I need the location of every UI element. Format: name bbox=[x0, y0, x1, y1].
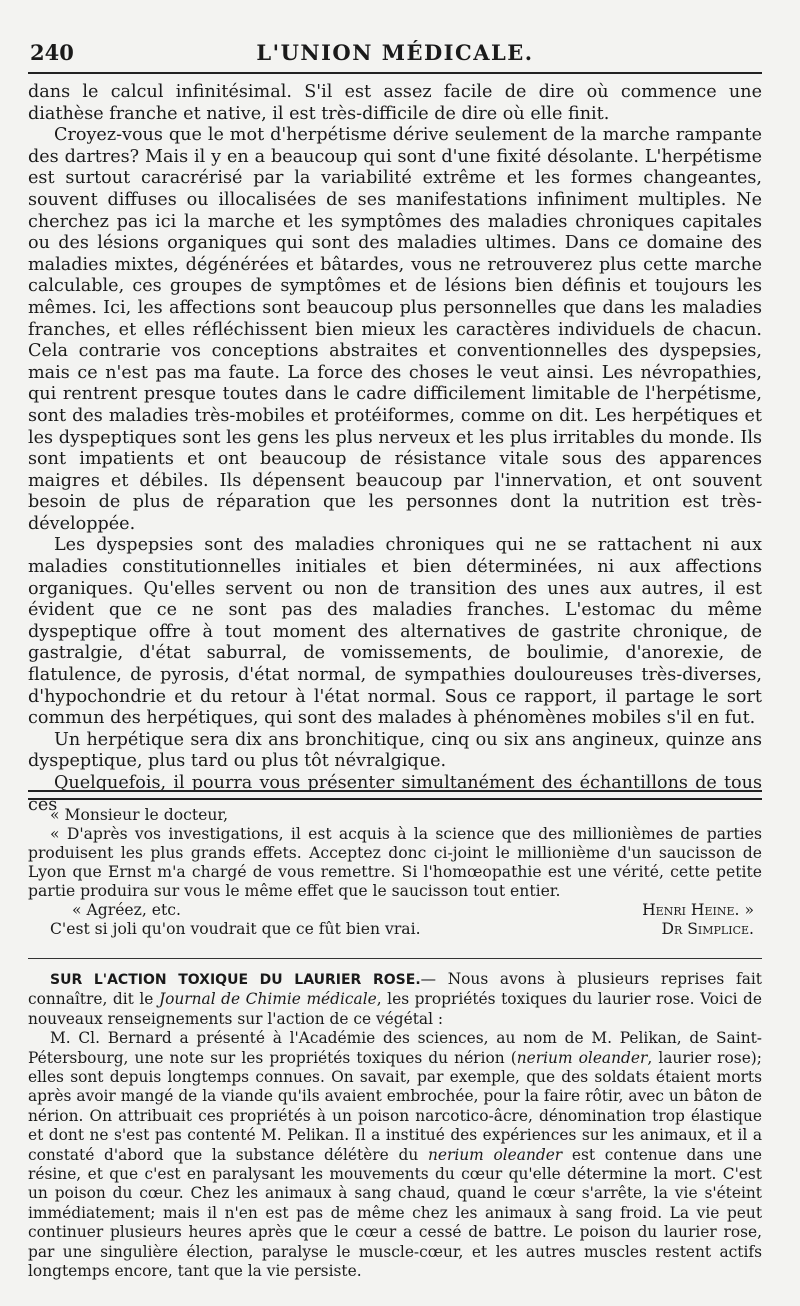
article-title: SUR L'ACTION TOXIQUE DU LAURIER ROSE. bbox=[50, 972, 421, 988]
article-body-pre: M. Cl. Bernard a présenté à l'Académie des sciences, au nom de M. Pelikan, de Saint-Pétersbourg, une note sur les propriétés toxiques du nérion ( bbox=[28, 1029, 762, 1067]
letter-salutation: « Monsieur le docteur, bbox=[50, 806, 229, 824]
paragraph-dyspepsies: Les dyspepsies sont des maladies chroniques qui ne se rattachent ni aux maladies constitutionnelles initiales et bien déterminées, ni aux affections organiques. Qu'elles servent ou non de transition des unes aux autres, il est évident que ce ne sont pas des maladies franches. L'estomac du même dyspeptique offre à tout moment des alternatives de gastrite chronique, de gastralgie, d'état saburral, de vomissements, de boulimie, d'anorexie, de flatulence, de pyrosis, d'état normal, de sympathies douloureuses très-diverses, d'hypochondrie et du retour à l'état normal. Sous ce rapport, il partage le sort commun des herpétiques, qui sont des malades à phénomènes mobiles s'il en fut. bbox=[28, 535, 762, 729]
article-intro bbox=[28, 970, 762, 1029]
letter-author: Henri Heine. » bbox=[642, 901, 754, 919]
main-text bbox=[28, 82, 762, 816]
letter-closing-row bbox=[28, 901, 762, 920]
page-header bbox=[28, 36, 762, 66]
article-body bbox=[28, 1029, 762, 1281]
section-double-rule bbox=[28, 790, 762, 800]
latin-name: nerium oleander bbox=[516, 1048, 648, 1067]
latin-name-2: nerium oleander bbox=[427, 1145, 563, 1164]
letter-closing: « Agréez, etc. bbox=[72, 901, 181, 919]
article-body-post: est contenue dans une résine, et que c'est en paralysant les mouvements du cœur qu'elle détermine la mort. C'est un poison du cœur. Chez les animaux à sang chaud, quand le cœur s'arrête, la vie s'éteint immédiatement; mais il n'en est pas de même chez les animaux à sang froid. La vie peut continuer plusieurs heures après que le cœur a cessé de battre. Le poison du laurier rose, par une singulière élection, paralyse le muscle-cœur, et les autres muscles restent actifs longtemps encore, tant que la vie persiste. bbox=[28, 1145, 762, 1281]
article-intro-pre: — Nous avons à plusieurs reprises fait connaître, dit le bbox=[28, 970, 762, 1009]
article-intro-post: , les propriétés toxiques du laurier rose. Voici de nouveaux renseignements sur l'action de ce végétal : bbox=[28, 990, 762, 1028]
laurier-rose-article bbox=[28, 970, 762, 1282]
journal-name: Journal de Chimie médicale bbox=[158, 990, 377, 1009]
article-rule bbox=[28, 958, 762, 959]
heine-letter bbox=[28, 806, 762, 939]
remark-author: Dr Simplice. bbox=[661, 920, 754, 938]
article-body-mid: , laurier rose); elles sont depuis longtemps connues. On savait, par exemple, que des soldats étaient morts après avoir mangé de la viande qu'ils avaient embrochée, pour la faire rôtir, avec un bâton de nérion. On attribuait ces propriétés à un poison narcotico-âcre, dénomination trop élastique et dont ne s'est pas contenté M. Pelikan. Il a institué des expériences sur les animaux, et il a constaté d'abord que la substance délétère du bbox=[28, 1048, 762, 1164]
paragraph-continuation: dans le calcul infinitésimal. S'il est assez facile de dire où commence une diathèse franche et native, il est très-difficile de dire où elle finit. bbox=[28, 82, 762, 124]
paragraph-herpetique: Un herpétique sera dix ans bronchitique, cinq ou six ans angineux, quinze ans dyspeptique, plus tard ou plus tôt névralgique. bbox=[28, 729, 762, 772]
letter-body: « D'après vos investigations, il est acquis à la science que des millionièmes de parties produisent les plus grands effets. Acceptez donc ci-joint le millionième d'un saucisson de Lyon que Ernst m'a chargé de vous remettre. Si l'homœopathie est une vérité, cette petite partie produira sur vous le même effet que le saucisson tout entier. bbox=[28, 825, 762, 900]
page-number: 240 bbox=[30, 40, 74, 65]
running-title: L'UNION MÉDICALE. bbox=[256, 40, 534, 65]
paragraph-herpetisme: Croyez-vous que le mot d'herpétisme dérive seulement de la marche rampante des dartres? Mais il y en a beaucoup qui sont d'une fixité désolante. L'herpétisme est surtout caracrérisé par la variabilité extrême et les formes changeantes, souvent diffuses ou illocalisées de ses manifestations infiniment multiples. Ne cherchez pas ici la marche et les symptômes des maladies chroniques capitales ou des lésions organiques qui sont des maladies ultimes. Dans ce domaine des maladies mixtes, dégénérées et bâtardes, vous ne retrouverez plus cette marche calculable, ces groupes de symptômes et de lésions bien définis et toujours les mêmes. Ici, les affections sont beaucoup plus personnelles que dans les maladies franches, et elles réfléchissent bien mieux les caractères individuels de chacun. Cela contrarie vos conceptions abstraites et conventionnelles des dyspepsies, mais ce n'est pas ma faute. La force des choses le veut ainsi. Les névropathies, qui rentrent presque toutes dans le cadre difficilement limitable de l'herpétisme, sont des maladies très-mobiles et protéiformes, comme on dit. Les herpétiques et les dyspeptiques sont les gens les plus nerveux et les plus irritables du monde. Ils sont impatients et ont beaucoup de résistance vitale sous des apparences maigres et débiles. Ils dépensent beaucoup par l'innervation, et ont souvent besoin de plus de réparation que les personnes dont la nutrition est très-développée. bbox=[28, 125, 762, 534]
header-rule bbox=[28, 72, 762, 74]
paragraph-quelquefois: Quelquefois, il pourra vous présenter simultanément des échantillons de tous ces bbox=[28, 773, 762, 815]
remark-row bbox=[28, 920, 762, 939]
remark-text: C'est si joli qu'on voudrait que ce fût bien vrai. bbox=[50, 920, 421, 938]
